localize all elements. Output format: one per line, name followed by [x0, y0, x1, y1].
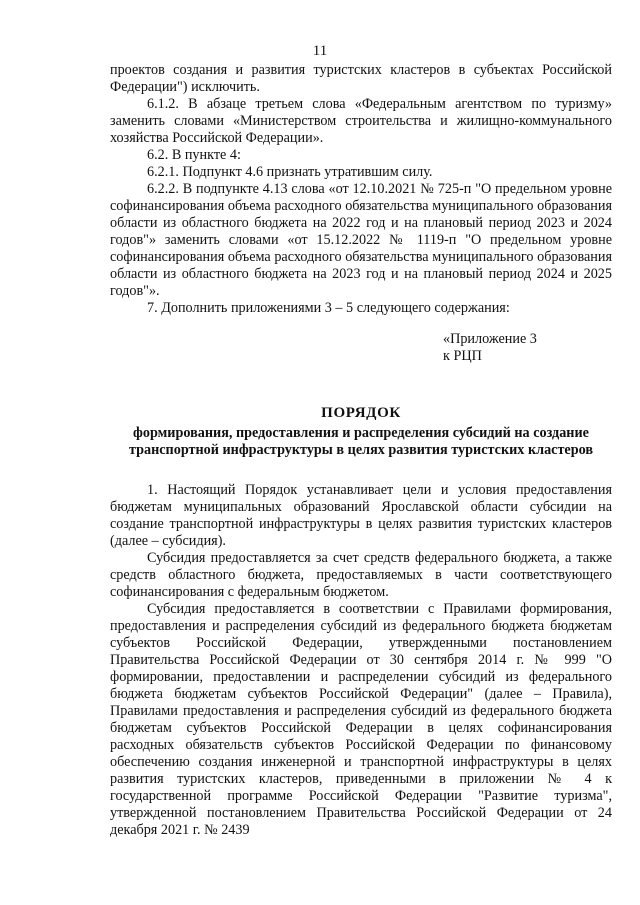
- paragraph-7: 7. Дополнить приложениями 3 – 5 следующего содержания:: [147, 300, 510, 316]
- appendix-line-2: к РЦП: [443, 348, 482, 364]
- appendix-line-1: «Приложение 3: [443, 331, 537, 347]
- document-subtitle: формирования, предоставления и распределения субсидий на создание транспортной инфраструктуры в целях развития туристских кластеров: [128, 425, 594, 458]
- document-title: ПОРЯДОК: [321, 405, 401, 421]
- body-paragraph-3: Субсидия предоставляется в соответствии с Правилами формирования, предоставления и распределения субсидий из федерального бюджета бюджетам субъектов Российской Федерации, утвержденными постановлением Правительства Российской Федерации от 30 сентября 2014 г. № 999 "О формировании, предоставлении и распределении субсидий из федерального бюджета бюджетам субъектов Российской Федерации" (далее – Правила), Правилами предоставления и распределения субсидий из федерального бюджета бюджетам субъектов Российской Федерации в целях софинансирования расходных обязательств субъектов Российской Федерации по финансовому обеспечению создания инженерной и транспортной инфраструктуры в целях развития туристских кластеров, приведенными в приложении № 4 к государственной программе Российской Федерации "Развитие туризма", утвержденной постановлением Правительства Российской Федерации от 24 декабря 2021 г. № 2439: [110, 601, 612, 838]
- paragraph-6-2: 6.2. В пункте 4:: [147, 147, 241, 163]
- document-title-block: [110, 404, 612, 459]
- page-number: 11: [312, 43, 328, 59]
- paragraph-6-1-2: 6.1.2. В абзаце третьем слова «Федеральным агентством по туризму» заменить словами «Министерством строительства и жилищно-коммунального хозяйства Российской Федерации».: [110, 96, 612, 146]
- appendix-reference: [443, 331, 612, 365]
- paragraph-6-2-1: 6.2.1. Подпункт 4.6 признать утратившим силу.: [147, 164, 433, 180]
- section-spacer: [110, 459, 612, 482]
- paragraph-6-2-2: 6.2.2. В подпункте 4.13 слова «от 12.10.2021 № 725-п "О предельном уровне софинансирования объема расходного обязательства муниципального образования области из областного бюджета на 2022 год и на плановый период 2023 и 2024 годов"» заменить словами «от 15.12.2022 № 1119-п "О предельном уровне софинансирования объема расходного обязательства муниципального образования области из областного бюджета на 2023 год и на плановый период 2024 и 2025 годов"».: [110, 181, 612, 299]
- document-content: [110, 62, 612, 839]
- body-paragraph-2: Субсидия предоставляется за счет средств федерального бюджета, а также средств областного бюджета, предоставляемых в части соответствующего софинансирования с федеральным бюджетом.: [110, 550, 612, 600]
- paragraph-continuation: проектов создания и развития туристских кластеров в субъектах Российской Федерации") исключить.: [110, 62, 612, 95]
- body-paragraph-1: 1. Настоящий Порядок устанавливает цели и условия предоставления бюджетам муниципальных образований Ярославской области субсидии на создание транспортной инфраструктуры в целях развития туристских кластеров (далее – субсидия).: [110, 482, 612, 549]
